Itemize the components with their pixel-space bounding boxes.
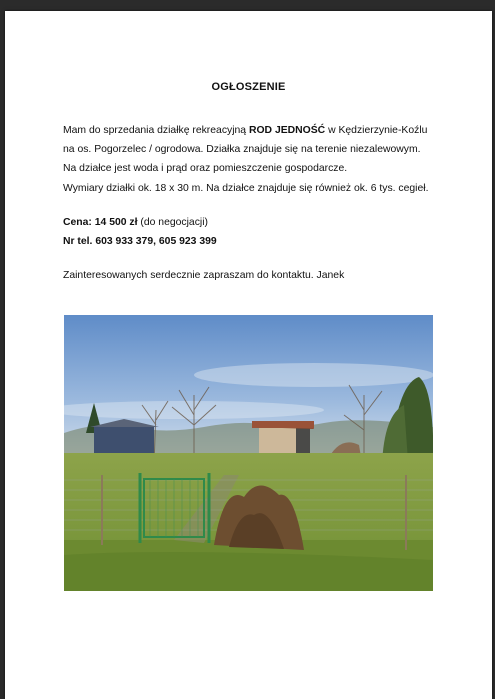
price-line bbox=[63, 213, 463, 232]
garden-plot-photo bbox=[64, 315, 433, 591]
paragraph-line-1 bbox=[63, 121, 463, 140]
paragraph-line-3: Na działce jest woda i prąd oraz pomieszczenie gospodarcze. bbox=[63, 163, 348, 175]
page-title: OGŁOSZENIE bbox=[211, 81, 286, 93]
text-segment: w Kędzierzynie-Koźlu bbox=[325, 125, 428, 136]
announcement-body bbox=[63, 121, 463, 285]
document-page bbox=[5, 11, 492, 699]
paragraph-line-2: na os. Pogorzelec / ogrodowa. Działka znajduje się na terenie niezalewowym. bbox=[63, 144, 421, 156]
plot-name: ROD JEDNOŚĆ bbox=[248, 125, 326, 136]
paragraph-line-4: Wymiary działki ok. 18 x 30 m. Na działce znajduje się również ok. 6 tys. cegieł. bbox=[63, 182, 429, 194]
price-value: Cena: 14 500 zł bbox=[63, 216, 138, 228]
text-segment: Mam do sprzedania działkę rekreacyjną bbox=[63, 125, 249, 136]
neighbor-house bbox=[94, 427, 154, 455]
closing-line: Zainteresowanych serdecznie zapraszam do kontaktu. Janek bbox=[63, 270, 345, 282]
phone-line: Nr tel. 603 933 379, 605 923 399 bbox=[63, 236, 217, 248]
price-note: (do negocjacji) bbox=[137, 216, 208, 228]
